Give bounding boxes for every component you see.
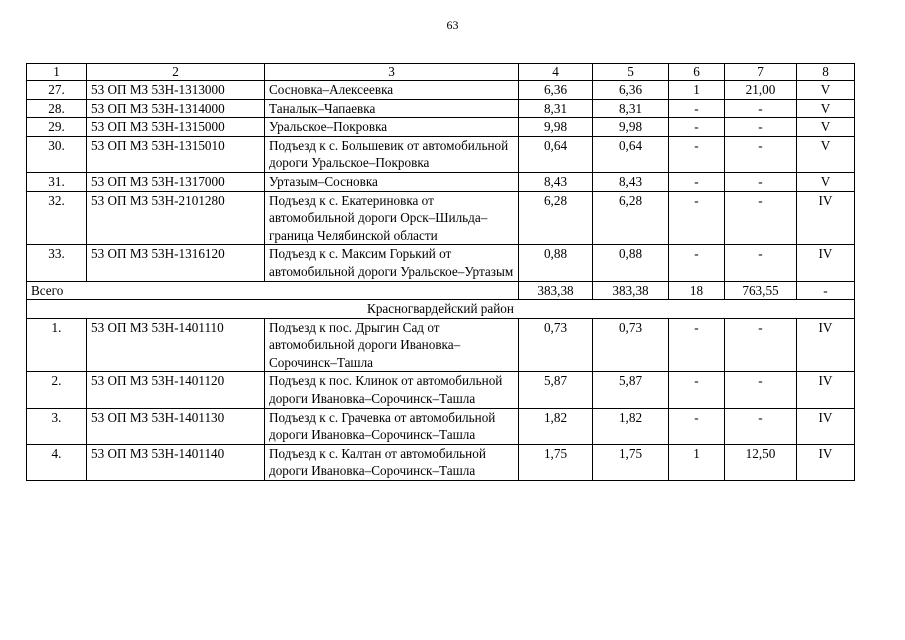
length-total: 0,73 (519, 318, 593, 372)
row-number: 31. (27, 172, 87, 191)
road-category: IV (797, 191, 855, 245)
length-total: 6,36 (519, 81, 593, 100)
table-row (27, 444, 855, 480)
road-code: 53 ОП МЗ 53Н-2101280 (87, 191, 265, 245)
bridges-count: - (669, 99, 725, 118)
bridges-count: - (669, 372, 725, 408)
length-local: 0,64 (593, 136, 669, 172)
road-category: V (797, 81, 855, 100)
header-cell: 2 (87, 64, 265, 81)
length-local: 6,36 (593, 81, 669, 100)
road-category: IV (797, 318, 855, 372)
length-local: 8,43 (593, 172, 669, 191)
bridges-count: - (669, 318, 725, 372)
length-total: 6,28 (519, 191, 593, 245)
length-local: 5,87 (593, 372, 669, 408)
road-code: 53 ОП МЗ 53Н-1315010 (87, 136, 265, 172)
bridges-length: - (725, 372, 797, 408)
bridges-length: - (725, 136, 797, 172)
length-total: 0,88 (519, 245, 593, 281)
length-total: 0,64 (519, 136, 593, 172)
total-length-local: 383,38 (593, 281, 669, 299)
header-cell: 5 (593, 64, 669, 81)
table-row (27, 372, 855, 408)
road-code: 53 ОП МЗ 53Н-1316120 (87, 245, 265, 281)
bridges-length: - (725, 408, 797, 444)
length-local: 9,98 (593, 118, 669, 137)
row-number: 1. (27, 318, 87, 372)
page-number: 63 (446, 18, 459, 32)
length-total: 5,87 (519, 372, 593, 408)
length-local: 0,73 (593, 318, 669, 372)
table-row (27, 118, 855, 137)
table-row (27, 245, 855, 281)
row-number: 2. (27, 372, 87, 408)
total-category: - (797, 281, 855, 299)
road-name: Уртазым–Сосновка (265, 172, 519, 191)
road-name: Подъезд к с. Максим Горький от автомобильной дороги Уральское–Уртазым (265, 245, 519, 281)
bridges-length: - (725, 318, 797, 372)
total-bridges-length: 763,55 (725, 281, 797, 299)
road-code: 53 ОП МЗ 53Н-1313000 (87, 81, 265, 100)
road-name: Сосновка–Алексеевка (265, 81, 519, 100)
row-number: 33. (27, 245, 87, 281)
length-local: 0,88 (593, 245, 669, 281)
road-code: 53 ОП МЗ 53Н-1317000 (87, 172, 265, 191)
bridges-length: - (725, 118, 797, 137)
table-body (27, 64, 855, 481)
bridges-length: 12,50 (725, 444, 797, 480)
length-local: 8,31 (593, 99, 669, 118)
row-number: 29. (27, 118, 87, 137)
road-name: Уральское–Покровка (265, 118, 519, 137)
header-cell: 8 (797, 64, 855, 81)
header-cell: 3 (265, 64, 519, 81)
total-bridges-count: 18 (669, 281, 725, 299)
road-name: Подъезд к с. Екатериновка от автомобильной дороги Орск–Шильда–граница Челябинской области (265, 191, 519, 245)
table-row (27, 408, 855, 444)
bridges-length: - (725, 172, 797, 191)
bridges-count: - (669, 172, 725, 191)
length-total: 8,31 (519, 99, 593, 118)
length-total: 9,98 (519, 118, 593, 137)
bridges-count: - (669, 136, 725, 172)
row-number: 3. (27, 408, 87, 444)
header-cell: 1 (27, 64, 87, 81)
bridges-count: - (669, 408, 725, 444)
table-row (27, 318, 855, 372)
row-number: 30. (27, 136, 87, 172)
table-row (27, 81, 855, 100)
road-name: Таналык–Чапаевка (265, 99, 519, 118)
bridges-length: - (725, 245, 797, 281)
road-category: IV (797, 408, 855, 444)
road-category: V (797, 118, 855, 137)
header-cell: 4 (519, 64, 593, 81)
table-row (27, 172, 855, 191)
road-code: 53 ОП МЗ 53Н-1401120 (87, 372, 265, 408)
length-total: 8,43 (519, 172, 593, 191)
row-number: 32. (27, 191, 87, 245)
roads-table (26, 63, 855, 481)
length-total: 1,82 (519, 408, 593, 444)
road-code: 53 ОП МЗ 53Н-1401140 (87, 444, 265, 480)
header-cell: 6 (669, 64, 725, 81)
road-name: Подъезд к с. Калтан от автомобильной дороги Ивановка–Сорочинск–Ташла (265, 444, 519, 480)
road-category: IV (797, 372, 855, 408)
section-row (27, 299, 855, 318)
total-label: Всего (27, 281, 519, 299)
road-category: IV (797, 444, 855, 480)
bridges-count: - (669, 245, 725, 281)
road-name: Подъезд к с. Большевик от автомобильной дороги Уральское–Покровка (265, 136, 519, 172)
road-code: 53 ОП МЗ 53Н-1401130 (87, 408, 265, 444)
table-row (27, 99, 855, 118)
bridges-count: 1 (669, 81, 725, 100)
road-name: Подъезд к с. Грачевка от автомобильной дороги Ивановка–Сорочинск–Ташла (265, 408, 519, 444)
header-row (27, 64, 855, 81)
length-local: 1,82 (593, 408, 669, 444)
bridges-count: 1 (669, 444, 725, 480)
road-category: V (797, 136, 855, 172)
bridges-count: - (669, 191, 725, 245)
header-cell: 7 (725, 64, 797, 81)
section-title: Красногвардейский район (27, 299, 855, 318)
row-number: 4. (27, 444, 87, 480)
road-code: 53 ОП МЗ 53Н-1401110 (87, 318, 265, 372)
table-row (27, 136, 855, 172)
length-total: 1,75 (519, 444, 593, 480)
table-row (27, 191, 855, 245)
road-code: 53 ОП МЗ 53Н-1314000 (87, 99, 265, 118)
bridges-length: - (725, 99, 797, 118)
total-row (27, 281, 855, 299)
road-name: Подъезд к пос. Клинок от автомобильной дороги Ивановка–Сорочинск–Ташла (265, 372, 519, 408)
bridges-length: - (725, 191, 797, 245)
road-category: V (797, 172, 855, 191)
row-number: 28. (27, 99, 87, 118)
bridges-count: - (669, 118, 725, 137)
road-category: V (797, 99, 855, 118)
road-code: 53 ОП МЗ 53Н-1315000 (87, 118, 265, 137)
bridges-length: 21,00 (725, 81, 797, 100)
road-category: IV (797, 245, 855, 281)
length-local: 1,75 (593, 444, 669, 480)
road-name: Подъезд к пос. Дрыгин Сад от автомобильной дороги Ивановка–Сорочинск–Ташла (265, 318, 519, 372)
row-number: 27. (27, 81, 87, 100)
total-length-total: 383,38 (519, 281, 593, 299)
length-local: 6,28 (593, 191, 669, 245)
